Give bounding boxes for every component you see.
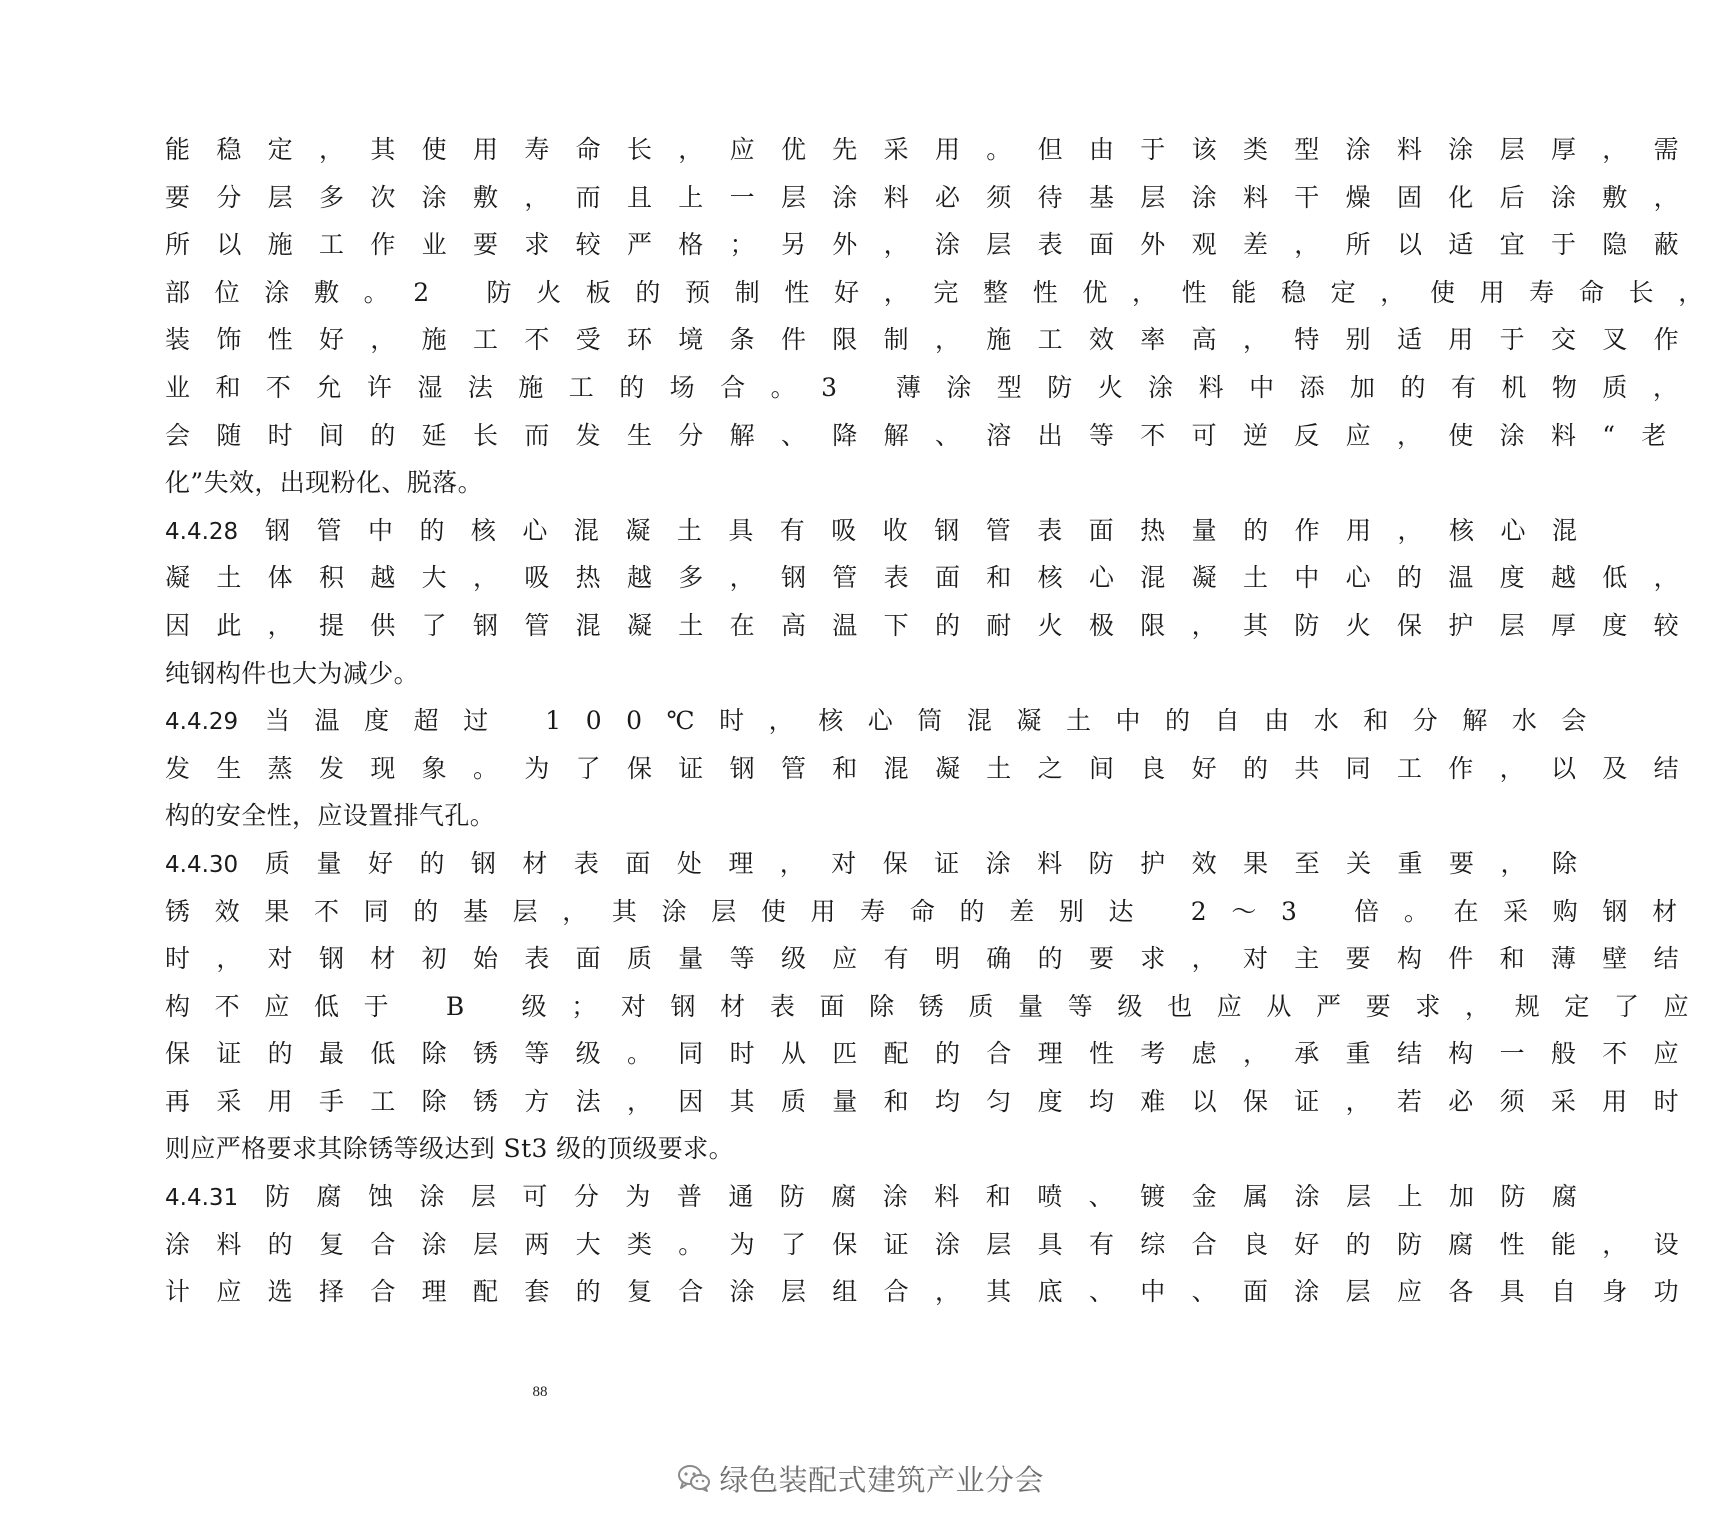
text-line: [165, 983, 1714, 1031]
line-text: 锈效果不同的基层，其涂层使用寿命的差别达 2～3 倍。在采购钢材: [165, 896, 1702, 926]
text-line: [165, 412, 1693, 460]
text-line: [165, 126, 1705, 174]
page-number: 88: [532, 1384, 548, 1400]
text-line: [165, 1173, 1604, 1221]
line-text: 再采用手工除锈方法，因其质量和均匀度均难以保证，若必须采用时: [165, 1086, 1705, 1116]
line-text: 时，对钢材初始表面质量等级应有明确的要求，对主要构件和薄壁结: [165, 944, 1705, 974]
text-line: [165, 507, 1604, 555]
body-text: [165, 126, 1728, 1316]
line-text: 当温度超过 100℃时，核心筒混凝土中的自由水和分解水会: [265, 706, 1611, 736]
line-text: 构的安全性，应设置排气孔。: [165, 801, 496, 831]
line-text: 构不应低于 B 级；对钢材表面除锈质量等级也应从严要求，规定了应: [165, 991, 1714, 1021]
text-line: [165, 840, 1604, 888]
text-line: [165, 174, 1705, 222]
text-line: [165, 745, 1705, 793]
text-line: [165, 792, 917, 840]
line-text: 钢管中的核心混凝土具有吸收钢管表面热量的作用，核心混: [265, 515, 1604, 545]
text-line: [165, 364, 1704, 412]
section-number: 4.4.29: [165, 709, 239, 736]
text-line: [165, 1268, 1705, 1316]
text-line: [165, 1078, 1705, 1126]
text-line: [165, 1030, 1705, 1078]
line-text: 化”失效，出现粉化、脱落。: [165, 468, 483, 498]
line-text: 所以施工作业要求较严格；另外，涂层表面外观差，所以适宜于隐蔽: [165, 230, 1705, 260]
line-text: 涂料的复合涂层两大类。为了保证涂层具有综合良好的防腐性能，设: [165, 1229, 1705, 1259]
text-line: [165, 459, 917, 507]
line-text: 质量好的钢材表面处理，对保证涂料防护效果至关重要，除: [265, 848, 1604, 878]
text-line: [165, 650, 917, 698]
line-text: 业和不允许湿法施工的场合。3 薄涂型防火涂料中添加的有机物质，: [165, 372, 1704, 402]
text-line: [165, 221, 1705, 269]
text-line: [165, 1221, 1705, 1269]
watermark: [677, 1456, 1044, 1500]
line-text: 发生蒸发现象。为了保证钢管和混凝土之间良好的共同工作，以及结: [165, 753, 1705, 783]
watermark-text: 绿色装配式建筑产业分会: [719, 1462, 1044, 1497]
line-text: 防腐蚀涂层可分为普通防腐涂料和喷、镀金属涂层上加防腐: [265, 1182, 1604, 1212]
line-text: 计应选择合理配套的复合涂层组合，其底、中、面涂层应各具自身功: [165, 1277, 1705, 1307]
line-text: 能稳定，其使用寿命长，应优先采用。但由于该类型涂料涂层厚，需: [165, 135, 1705, 164]
text-line: [165, 888, 1702, 936]
line-text: 因此，提供了钢管混凝土在高温下的耐火极限，其防火保护层厚度较: [165, 610, 1705, 640]
line-text: 会随时间的延长而发生分解、降解、溶出等不可逆反应，使涂料“老: [165, 420, 1693, 450]
text-line: [165, 316, 1705, 364]
line-text: 部位涂敷。2 防火板的预制性好，完整性优，性能稳定，使用寿命长，: [165, 277, 1728, 307]
section-number: 4.4.31: [165, 1185, 239, 1212]
text-line: [165, 602, 1705, 650]
text-line: [165, 269, 1728, 317]
text-line: [165, 697, 1611, 745]
line-text: 则应严格要求其除锈等级达到 St3 级的顶级要求。: [165, 1134, 734, 1164]
line-text: 装饰性好，施工不受环境条件限制，施工效率高，特别适用于交叉作: [165, 325, 1705, 355]
line-text: 保证的最低除锈等级。同时从匹配的合理性考虑，承重结构一般不应: [165, 1039, 1705, 1069]
wechat-icon: [677, 1463, 711, 1493]
text-line: [165, 1125, 917, 1173]
section-number: 4.4.30: [165, 851, 239, 878]
section-number: 4.4.28: [165, 518, 239, 545]
text-line: [165, 935, 1705, 983]
text-line: [165, 554, 1705, 602]
line-text: 要分层多次涂敷，而且上一层涂料必须待基层涂料干燥固化后涂敷，: [165, 182, 1705, 212]
line-text: 凝土体积越大，吸热越多，钢管表面和核心混凝土中心的温度越低，: [165, 563, 1705, 593]
line-text: 纯钢构件也大为减少。: [165, 658, 420, 688]
